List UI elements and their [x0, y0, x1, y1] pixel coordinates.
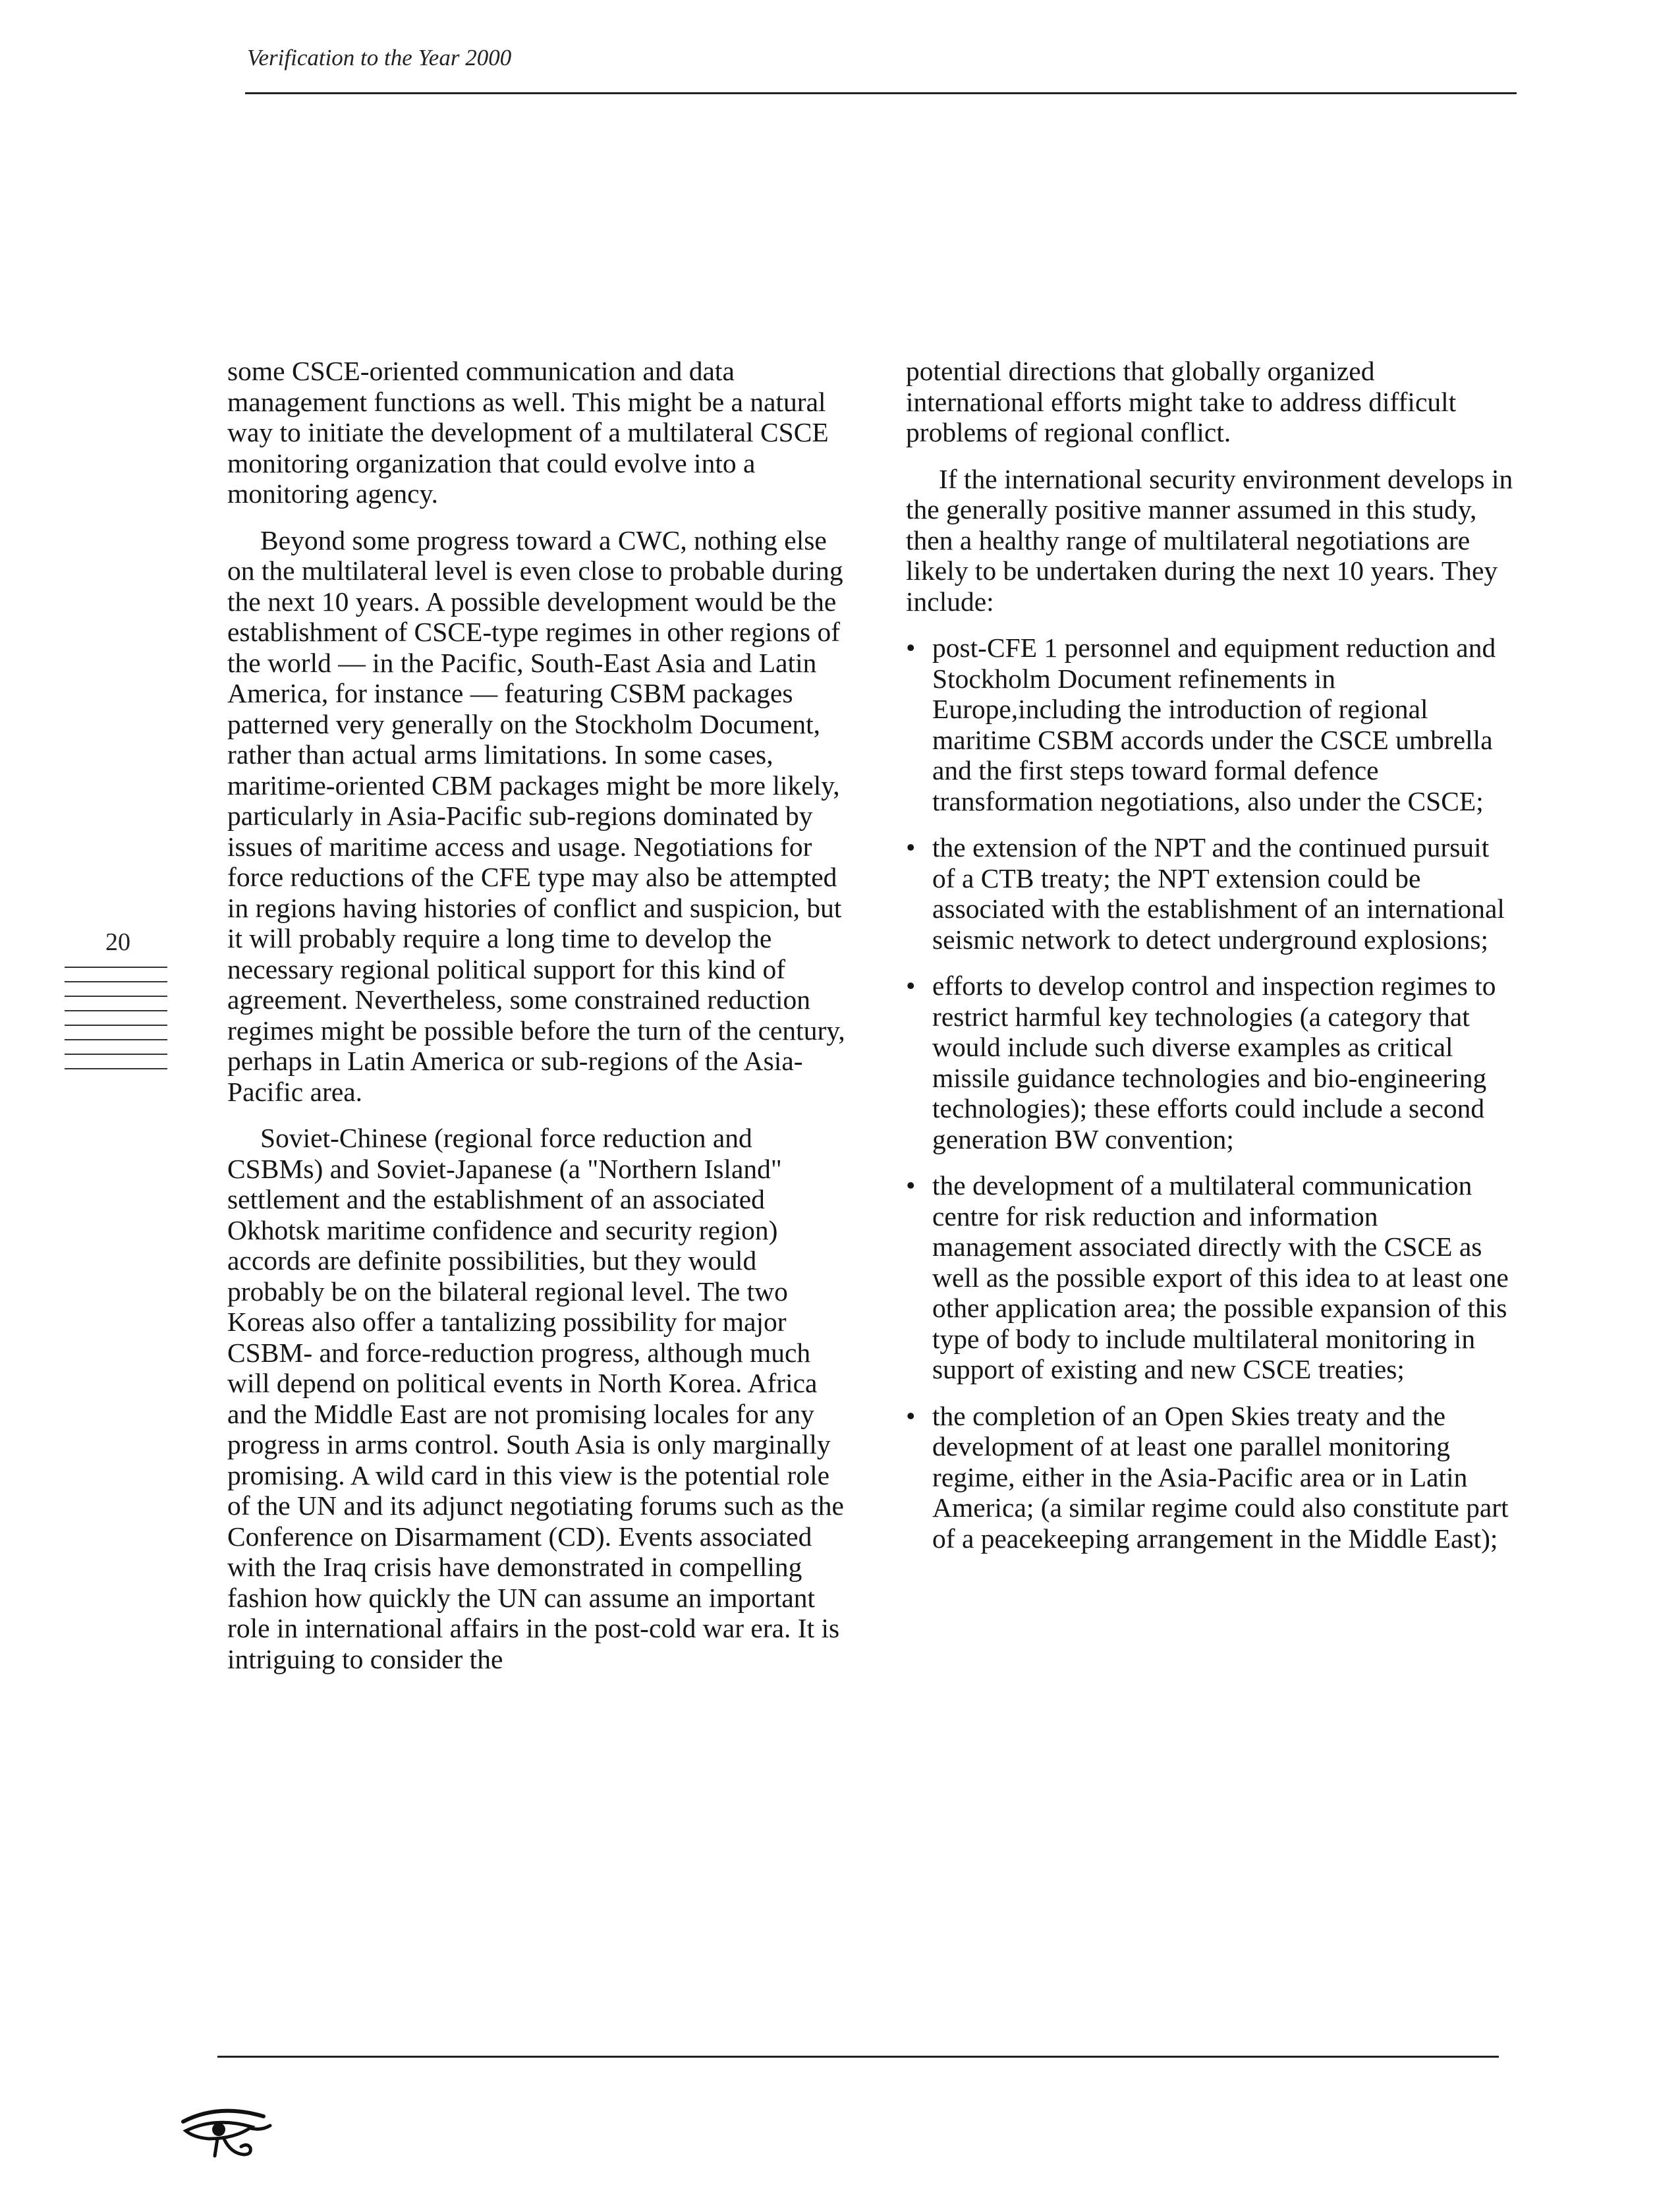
right-column	[906, 356, 1519, 1569]
margin-line	[65, 1068, 167, 1069]
header-rule	[245, 92, 1517, 94]
list-item-text: the completion of an Open Skies treaty and the development of at least one parallel monitoring regime, either in the Asia-Pacific area or in Latin America; (a similar regime could also constitute part of a peacekeeping arrangement in the Middle East);	[932, 1400, 1509, 1554]
footer-rule	[217, 2056, 1499, 2058]
page-number: 20	[105, 928, 130, 956]
list-item	[906, 1401, 1519, 1554]
bullet-icon: •	[906, 1400, 916, 1431]
list-item	[906, 971, 1519, 1154]
margin-line	[65, 1025, 167, 1026]
body-paragraph: If the international security environment develops in the generally positive manner assumed in this study, then a healthy range of multilateral negotiations are likely to be undertaken during the next 10 years. They include:	[906, 463, 1513, 617]
running-header-title: Verification to the Year 2000	[247, 45, 512, 71]
left-column	[227, 356, 847, 1690]
list-item	[906, 633, 1519, 816]
list-item-text: the extension of the NPT and the continued pursuit of a CTB treaty; the NPT extension could be associated with the establishment of an international seismic network to detect underground explosions;	[932, 832, 1505, 955]
body-paragraph: Soviet-Chinese (regional force reduction and CSBMs) and Soviet-Japanese (a "Northern Island" settlement and the establishment of an associated Okhotsk maritime confidence and security region) accords are definite possibilities, but they would probably be on the bilateral regional level. The two Koreas also offer a tantalizing possibility for major CSBM- and force-reduction progress, although much will depend on political events in North Korea. Africa and the Middle East are not promising locales for any progress in arms control. South Asia is only marginally promising. A wild card in this view is the potential role of the UN and its adjunct negotiating forums such as the Conference on Disarmament (CD). Events associated with the Iraq crisis have demonstrated in compelling fashion how quickly the UN can assume an important role in international affairs in the post-cold war era. It is intriguing to consider the	[227, 1123, 844, 1674]
body-paragraph: some CSCE-oriented communication and data management functions as well. This might be a natural way to initiate the development of a multilateral CSCE monitoring organization that could evolve into a monitoring agency.	[227, 356, 829, 509]
body-paragraph: potential directions that globally organized international efforts might take to address difficult problems of regional conflict.	[906, 356, 1457, 447]
margin-line	[65, 996, 167, 997]
bullet-icon: •	[906, 633, 916, 663]
bullet-list	[906, 633, 1519, 1554]
margin-line	[65, 1054, 167, 1055]
bullet-icon: •	[906, 1170, 916, 1200]
bullet-icon: •	[906, 832, 916, 862]
list-item	[906, 832, 1519, 955]
list-item-text: the development of a multilateral communication centre for risk reduction and information management associated directly with the CSCE as well as the possible export of this idea to at least one other application area; the possible expansion of this type of body to include multilateral monitoring in support of existing and new CSCE treaties;	[932, 1170, 1509, 1384]
eye-of-horus-icon	[179, 2102, 273, 2161]
margin-line	[65, 1039, 167, 1040]
list-item	[906, 1170, 1519, 1385]
margin-line	[65, 981, 167, 982]
margin-line	[65, 1010, 167, 1011]
bullet-icon: •	[906, 971, 916, 1001]
list-item-text: post-CFE 1 personnel and equipment reduction and Stockholm Document refinements in Europe,including the introduction of regional maritime CSBM accords under the CSCE umbrella and the first steps toward formal defence transformation negotiations, also under the CSCE;	[932, 633, 1496, 816]
body-paragraph: Beyond some progress toward a CWC, nothing else on the multilateral level is even close to probable during the next 10 years. A possible development would be the establishment of CSCE-type regimes in other regions of the world — in the Pacific, South-East Asia and Latin America, for instance — featuring CSBM packages patterned very generally on the Stockholm Document, rather than actual arms limitations. In some cases, maritime-oriented CBM packages might be more likely, particularly in Asia-Pacific sub-regions dominated by issues of maritime access and usage. Negotiations for force reductions of the CFE type may also be attempted in regions having histories of conflict and suspicion, but it will probably require a long time to develop the necessary regional political support for this kind of agreement. Nevertheless, some constrained reduction regimes might be possible before the turn of the century, perhaps in Latin America or sub-regions of the Asia-Pacific area.	[227, 524, 845, 1107]
margin-rule-lines	[65, 967, 167, 1083]
list-item-text: efforts to develop control and inspection regimes to restrict harmful key technologies (a category that would include such diverse examples as critical missile guidance technologies and bio-engineering technologies); these efforts could include a second generation BW convention;	[932, 971, 1496, 1154]
margin-line	[65, 967, 167, 968]
